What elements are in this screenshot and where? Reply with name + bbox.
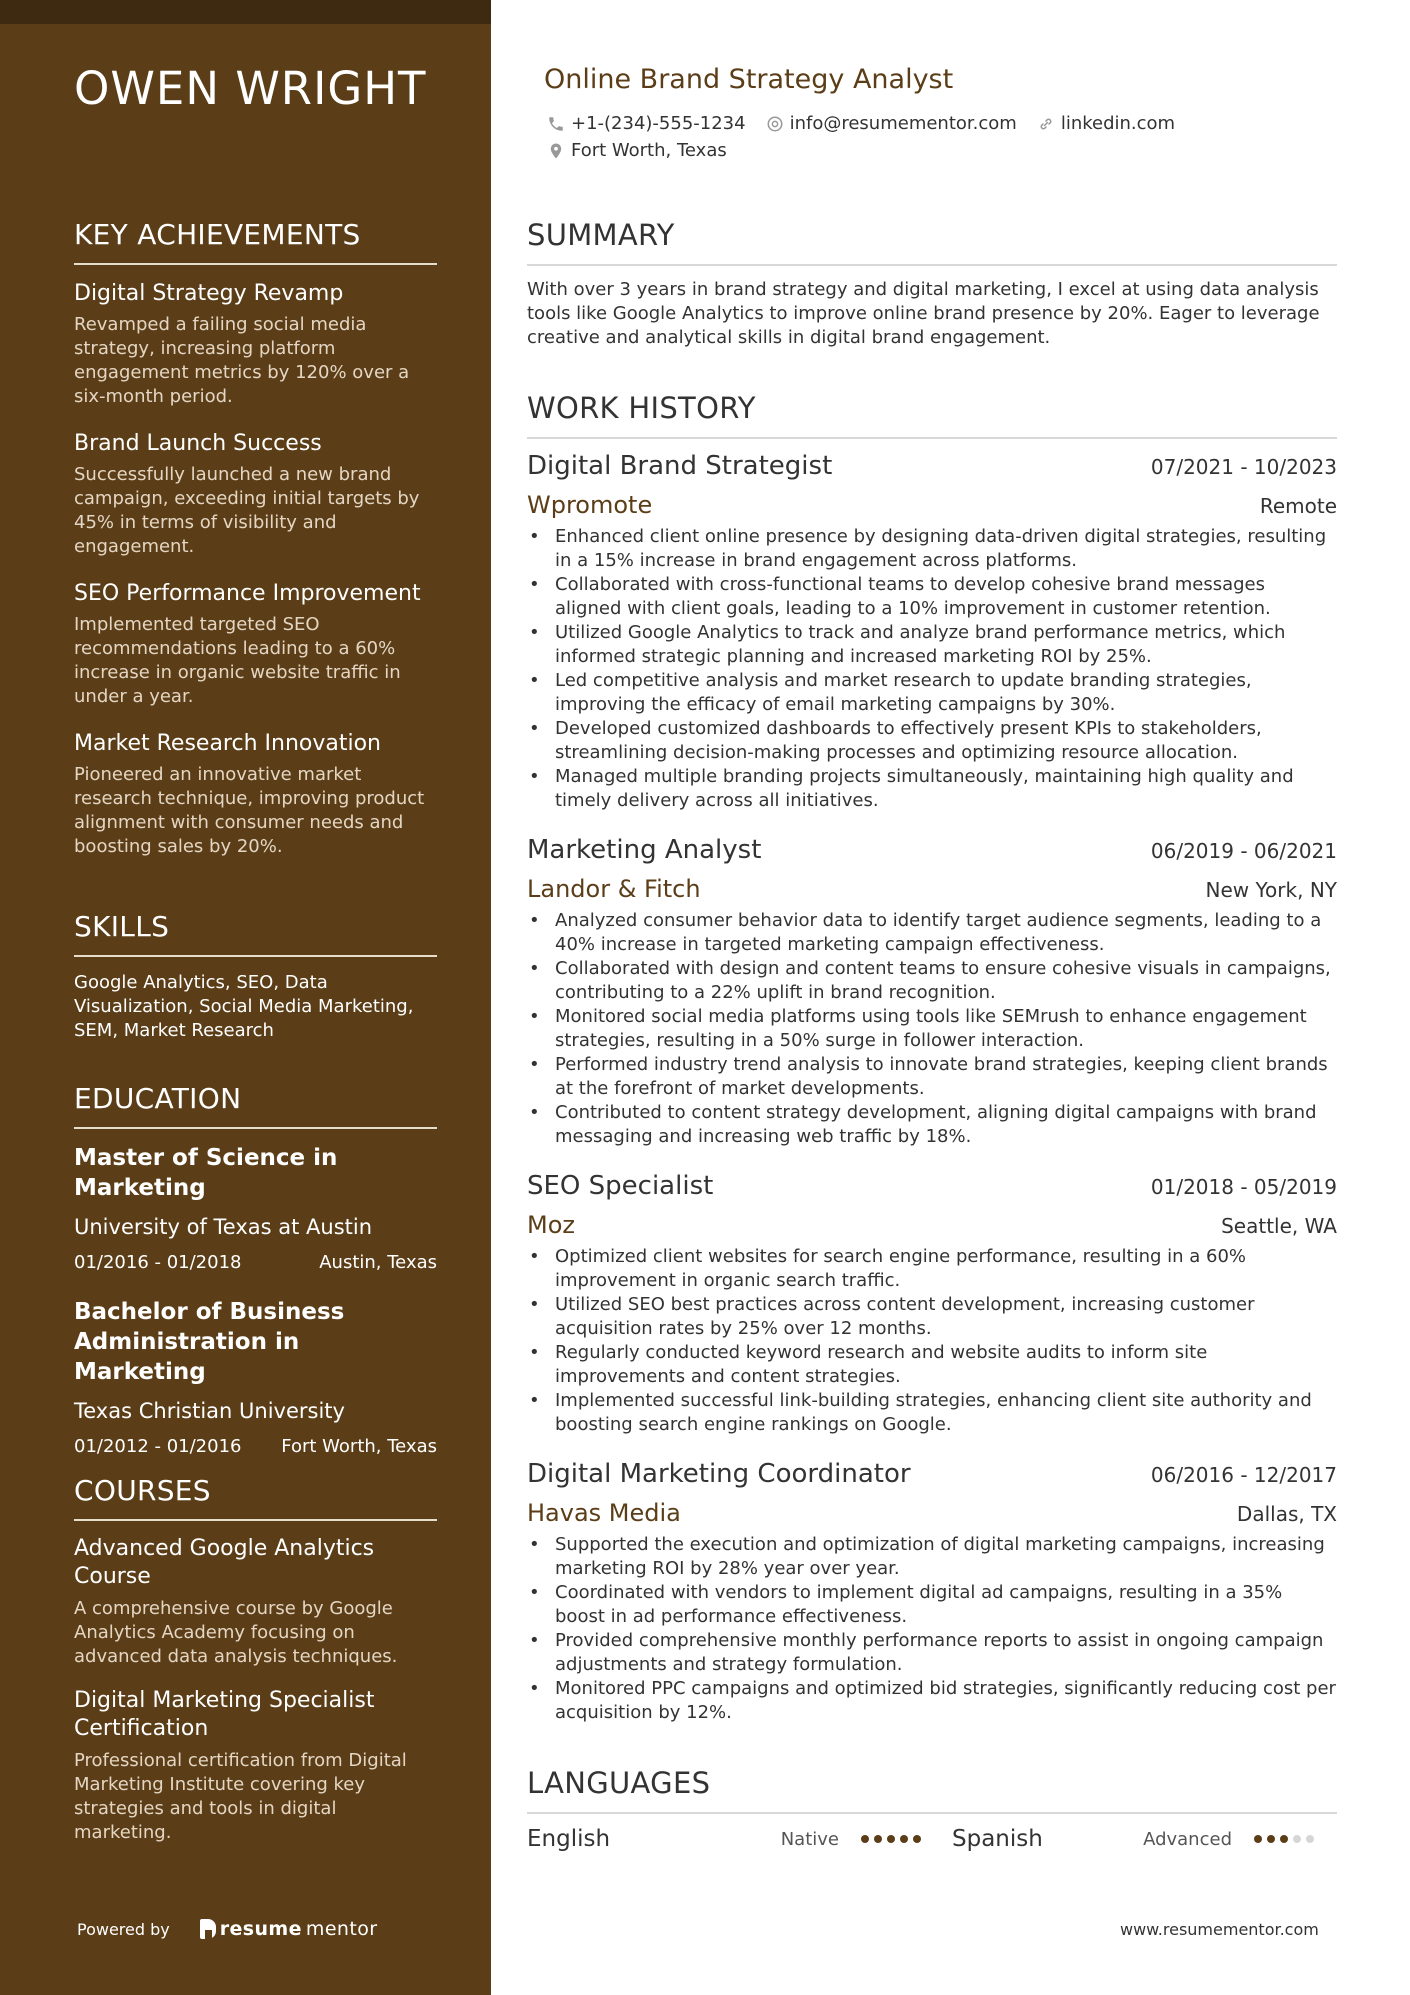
job-bullet: • Optimized client websites for search engine performance, resulting in a 60% improvement in organic search traffic. bbox=[527, 1245, 1337, 1293]
job-location: New York, NY bbox=[1205, 878, 1337, 902]
languages-section bbox=[527, 1766, 1337, 1852]
job-bullet: • Managed multiple branding projects simultaneously, maintaining high quality and timely delivery across all initiatives. bbox=[527, 765, 1337, 813]
achievement-desc: Revamped a failing social media strategy, increasing platform engagement metrics by 120% over a six-month period. bbox=[74, 314, 410, 407]
course-title: Digital Marketing Specialist Certification bbox=[74, 1688, 375, 1741]
achievement-desc: Implemented targeted SEO recommendations leading to a 60% increase in organic website traffic in under a year. bbox=[74, 614, 401, 707]
job-location: Seattle, WA bbox=[1221, 1214, 1337, 1238]
footer-url[interactable]: www.resumementor.com bbox=[1120, 1920, 1319, 1939]
rating-dot-filled bbox=[900, 1835, 908, 1843]
achievement-item bbox=[74, 279, 437, 409]
language-name: English bbox=[527, 1826, 611, 1852]
edu-degree: Bachelor of Business Administration in Marketing bbox=[74, 1299, 345, 1385]
job-location: Dallas, TX bbox=[1236, 1502, 1337, 1526]
achievement-title: Market Research Innovation bbox=[74, 731, 382, 756]
brand-name-light: mentor bbox=[305, 1918, 378, 1940]
job-bullet: • Supported the execution and optimization of digital marketing campaigns, increasing marketing ROI by 28% year over year. bbox=[527, 1533, 1337, 1581]
job-company: Wpromote bbox=[527, 491, 653, 519]
job-role: Digital Marketing Coordinator bbox=[527, 1459, 911, 1489]
phone-icon bbox=[547, 115, 565, 133]
language-rating bbox=[1254, 1835, 1314, 1843]
achievement-desc: Pioneered an innovative market research technique, improving product alignment with consumer needs and boosting sales by 20%. bbox=[74, 764, 425, 857]
skills-heading: SKILLS bbox=[74, 910, 437, 957]
skills-section bbox=[74, 910, 437, 1043]
edu-location: Austin, Texas bbox=[319, 1252, 437, 1273]
link-icon bbox=[1037, 115, 1055, 133]
summary-heading: SUMMARY bbox=[527, 218, 1337, 266]
rating-dot-filled bbox=[1267, 1835, 1275, 1843]
rating-dot-filled bbox=[1280, 1835, 1288, 1843]
job-bullets bbox=[527, 909, 1337, 1149]
job-entry bbox=[527, 1459, 1337, 1725]
email-text: info@resumementor.com bbox=[789, 113, 1017, 134]
job-bullet: • Developed customized dashboards to effectively present KPIs to stakeholders, streamlining decision-making processes and optimizing resource allocation. bbox=[527, 717, 1337, 765]
job-bullets bbox=[527, 1533, 1337, 1725]
job-company: Havas Media bbox=[527, 1499, 681, 1527]
contact-linkedin[interactable] bbox=[1037, 113, 1175, 134]
skills-list: Google Analytics, SEO, Data Visualization, Social Media Marketing, SEM, Market Research bbox=[74, 972, 414, 1041]
achievement-title: Brand Launch Success bbox=[74, 431, 322, 456]
contact-email[interactable] bbox=[766, 113, 1017, 134]
course-item bbox=[74, 1687, 437, 1845]
job-location: Remote bbox=[1259, 494, 1337, 518]
linkedin-text: linkedin.com bbox=[1060, 113, 1176, 134]
job-bullet: • Collaborated with cross-functional teams to develop cohesive brand messages aligned with client goals, leading to a 10% improvement in customer retention. bbox=[527, 573, 1337, 621]
summary-text: With over 3 years in brand strategy and digital marketing, I excel at using data analysis tools like Google Analytics to improve online brand presence by 20%. Eager to leverage creative and analytical skills in digital brand engagement. bbox=[527, 279, 1320, 348]
at-icon bbox=[766, 115, 784, 133]
contact-row-2 bbox=[547, 140, 1307, 161]
job-entry bbox=[527, 835, 1337, 1149]
course-desc: A comprehensive course by Google Analytics Academy focusing on advanced data analysis techniques. bbox=[74, 1598, 398, 1667]
job-bullet: • Implemented successful link-building strategies, enhancing client site authority and boosting search engine rankings on Google. bbox=[527, 1389, 1337, 1437]
job-bullet: • Utilized Google Analytics to track and analyze brand performance metrics, which informed strategic planning and increased marketing ROI by 25%. bbox=[527, 621, 1337, 669]
achievement-title: Digital Strategy Revamp bbox=[74, 281, 344, 306]
edu-location: Fort Worth, Texas bbox=[281, 1436, 437, 1457]
location-text: Fort Worth, Texas bbox=[571, 140, 727, 161]
edu-dates: 01/2012 - 01/2016 bbox=[74, 1436, 242, 1457]
course-item bbox=[74, 1535, 437, 1669]
job-company: Landor & Fitch bbox=[527, 875, 701, 903]
sidebar-top-bar bbox=[0, 0, 491, 24]
course-desc: Professional certification from Digital Marketing Institute covering key strategies and tools in digital marketing. bbox=[74, 1750, 407, 1843]
achievement-desc: Successfully launched a new brand campaign, exceeding initial targets by 45% in terms of visibility and engagement. bbox=[74, 464, 420, 557]
sidebar bbox=[0, 0, 491, 1995]
job-bullet: • Collaborated with design and content teams to ensure cohesive visuals in campaigns, contributing to a 22% uplift in brand recognition. bbox=[527, 957, 1337, 1005]
rating-dot-filled bbox=[1254, 1835, 1262, 1843]
job-bullet: • Provided comprehensive monthly performance reports to assist in ongoing campaign adjustments and strategy formulation. bbox=[527, 1629, 1337, 1677]
edu-degree: Master of Science in Marketing bbox=[74, 1145, 338, 1201]
edu-school: University of Texas at Austin bbox=[74, 1215, 373, 1239]
achievement-item bbox=[74, 579, 437, 709]
rating-dot-filled bbox=[874, 1835, 882, 1843]
job-bullet: • Regularly conducted keyword research and website audits to inform site improvements and content strategies. bbox=[527, 1341, 1337, 1389]
course-title: Advanced Google Analytics Course bbox=[74, 1536, 375, 1589]
education-item bbox=[74, 1143, 437, 1275]
language-item bbox=[952, 1826, 1337, 1852]
achievement-item bbox=[74, 729, 437, 859]
job-dates: 01/2018 - 05/2019 bbox=[1150, 1175, 1337, 1199]
job-dates: 06/2019 - 06/2021 bbox=[1150, 839, 1337, 863]
achievements-section bbox=[74, 218, 437, 859]
rating-dot-filled bbox=[861, 1835, 869, 1843]
job-bullets bbox=[527, 1245, 1337, 1437]
job-bullets bbox=[527, 525, 1337, 813]
summary-section bbox=[527, 218, 1337, 350]
courses-section bbox=[74, 1474, 437, 1845]
contact-row-1 bbox=[547, 113, 1307, 134]
phone-text: +1-(234)-555-1234 bbox=[571, 113, 746, 134]
job-bullet: • Contributed to content strategy development, aligning digital campaigns with brand messaging and increasing web traffic by 18%. bbox=[527, 1101, 1337, 1149]
work-history-section bbox=[527, 391, 1337, 1725]
brand-mark-icon bbox=[200, 1919, 216, 1939]
achievements-heading: KEY ACHIEVEMENTS bbox=[74, 218, 437, 265]
job-bullet: • Led competitive analysis and market research to update branding strategies, improving the efficacy of email marketing campaigns by 30%. bbox=[527, 669, 1337, 717]
language-item bbox=[527, 1826, 952, 1852]
job-role: Marketing Analyst bbox=[527, 835, 762, 865]
candidate-name: OWEN WRIGHT bbox=[74, 62, 427, 115]
rating-dot-filled bbox=[887, 1835, 895, 1843]
brand-logo[interactable] bbox=[200, 1918, 378, 1940]
job-company: Moz bbox=[527, 1211, 575, 1239]
location-pin-icon bbox=[547, 142, 565, 160]
contact-location bbox=[547, 140, 727, 161]
language-name: Spanish bbox=[952, 1826, 1043, 1852]
edu-dates: 01/2016 - 01/2018 bbox=[74, 1252, 242, 1273]
headline-title: Online Brand Strategy Analyst bbox=[544, 64, 954, 95]
language-level: Advanced bbox=[1143, 1828, 1232, 1850]
job-bullet: • Monitored social media platforms using tools like SEMrush to enhance engagement strategies, resulting in a 50% surge in follower interaction. bbox=[527, 1005, 1337, 1053]
job-bullet: • Coordinated with vendors to implement digital ad campaigns, resulting in a 35% boost in ad performance effectiveness. bbox=[527, 1581, 1337, 1629]
powered-by-label: Powered by bbox=[77, 1919, 170, 1939]
languages-heading: LANGUAGES bbox=[527, 1766, 1337, 1814]
courses-heading: COURSES bbox=[74, 1474, 437, 1521]
language-rating bbox=[861, 1835, 921, 1843]
job-dates: 06/2016 - 12/2017 bbox=[1150, 1463, 1337, 1487]
education-item bbox=[74, 1297, 437, 1459]
brand-name-bold: resume bbox=[219, 1918, 302, 1940]
job-role: SEO Specialist bbox=[527, 1171, 714, 1201]
job-dates: 07/2021 - 10/2023 bbox=[1150, 455, 1337, 479]
achievement-item bbox=[74, 429, 437, 559]
contact-phone[interactable] bbox=[547, 113, 746, 134]
rating-dot-empty bbox=[1306, 1835, 1314, 1843]
job-bullet: • Utilized SEO best practices across content development, increasing customer acquisition rates by 25% over 12 months. bbox=[527, 1293, 1337, 1341]
achievement-title: SEO Performance Improvement bbox=[74, 581, 421, 606]
job-bullet: • Performed industry trend analysis to innovate brand strategies, keeping client brands at the forefront of market developments. bbox=[527, 1053, 1337, 1101]
education-heading: EDUCATION bbox=[74, 1082, 437, 1129]
edu-school: Texas Christian University bbox=[74, 1399, 345, 1423]
job-bullet: • Analyzed consumer behavior data to identify target audience segments, leading to a 40% increase in targeted marketing campaign effectiveness. bbox=[527, 909, 1337, 957]
rating-dot-filled bbox=[913, 1835, 921, 1843]
job-entry bbox=[527, 1171, 1337, 1437]
language-level: Native bbox=[780, 1828, 839, 1850]
education-section bbox=[74, 1082, 437, 1459]
powered-by bbox=[77, 1918, 377, 1940]
job-role: Digital Brand Strategist bbox=[527, 451, 833, 481]
rating-dot-empty bbox=[1293, 1835, 1301, 1843]
work-history-heading: WORK HISTORY bbox=[527, 391, 1337, 439]
job-bullet: • Monitored PPC campaigns and optimized bid strategies, significantly reducing cost per acquisition by 12%. bbox=[527, 1677, 1337, 1725]
job-bullet: • Enhanced client online presence by designing data-driven digital strategies, resulting in a 15% increase in brand engagement across platforms. bbox=[527, 525, 1337, 573]
job-entry bbox=[527, 451, 1337, 813]
